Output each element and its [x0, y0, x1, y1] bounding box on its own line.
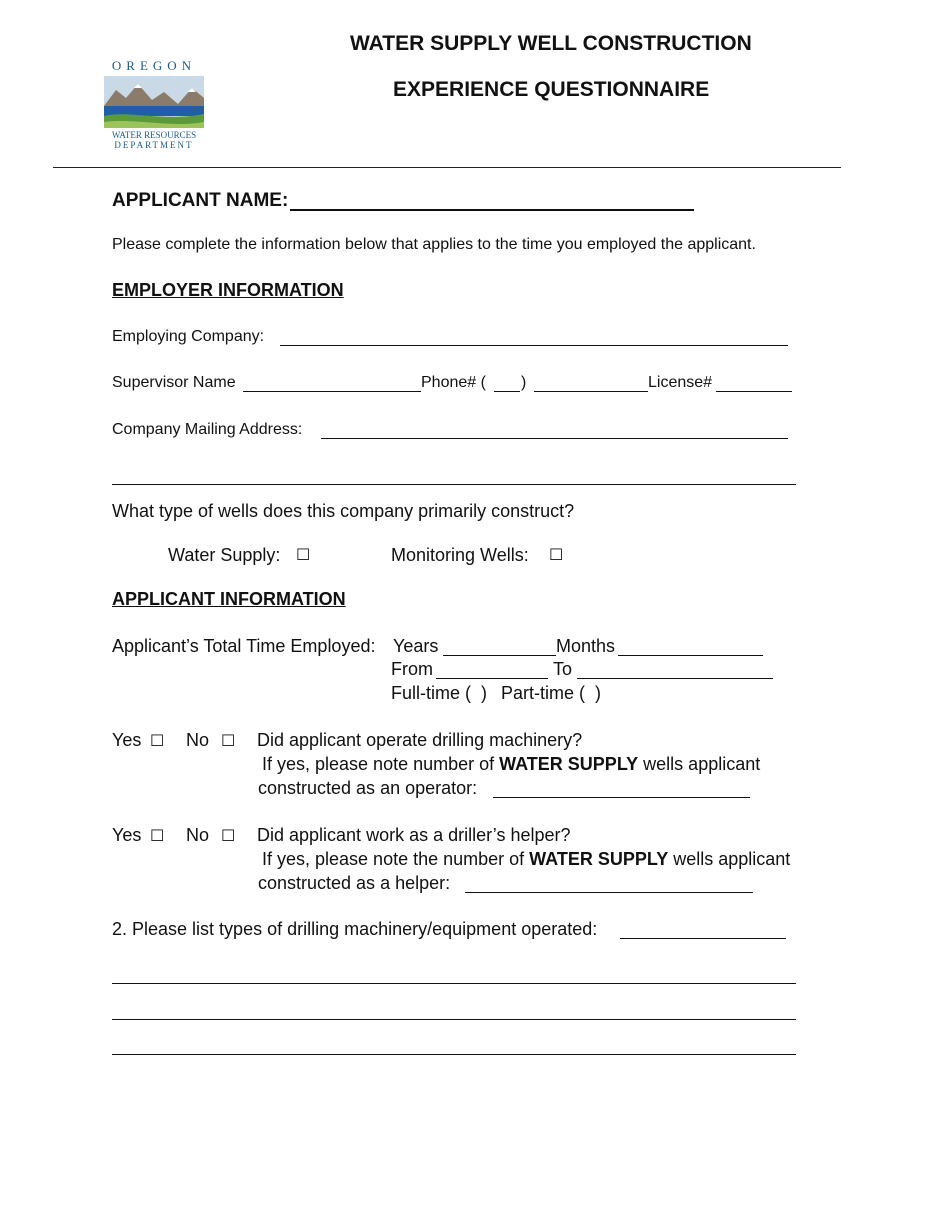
- machinery-field-line1[interactable]: [620, 938, 786, 939]
- q1-followup-prefix: If yes, please note number of: [262, 754, 500, 774]
- q1-question: Did applicant operate drilling machinery?: [257, 730, 583, 750]
- mailing-address-label: Company Mailing Address:: [112, 421, 303, 438]
- applicant-information-heading: APPLICANT INFORMATION: [112, 589, 346, 609]
- q1-followup: [262, 754, 760, 775]
- phone-label: Phone# (: [421, 374, 486, 391]
- logo-water-resources-text: WATER RESOURCES: [111, 130, 197, 140]
- q1-followup-line2: constructed as an operator:: [258, 778, 478, 798]
- supervisor-name-label: Supervisor Name: [112, 374, 236, 391]
- years-label: Years: [393, 636, 439, 656]
- years-field[interactable]: [443, 655, 556, 656]
- phone-close-paren: ): [521, 374, 527, 391]
- q2-helper-count-field[interactable]: [465, 892, 753, 893]
- machinery-field-line2[interactable]: [112, 983, 796, 984]
- total-time-label: Applicant’s Total Time Employed:: [112, 636, 376, 656]
- employing-company-label: Employing Company:: [112, 328, 265, 345]
- months-field[interactable]: [618, 655, 763, 656]
- phone-number-field[interactable]: [534, 391, 648, 392]
- q2-yes-checkbox[interactable]: ☐: [150, 826, 165, 845]
- q2-followup: [262, 849, 790, 870]
- instructions-text: Please complete the information below that applies to the time you employed the applicant.: [112, 236, 756, 253]
- q2-no-label: No: [186, 825, 210, 845]
- months-label: Months: [556, 636, 616, 656]
- q1-followup-suffix: wells applicant: [638, 754, 761, 774]
- to-label: To: [553, 659, 573, 679]
- part-time-option[interactable]: Part-time ( ): [501, 683, 602, 703]
- wells-type-question: What type of wells does this company primarily construct?: [112, 501, 575, 521]
- license-label: License#: [648, 374, 713, 391]
- from-label: From: [391, 659, 433, 679]
- q1-no-checkbox[interactable]: ☐: [221, 731, 236, 750]
- q2-followup-suffix: wells applicant: [668, 849, 791, 869]
- license-field[interactable]: [716, 391, 792, 392]
- applicant-name-label: APPLICANT NAME:: [112, 190, 289, 211]
- machinery-field-line3[interactable]: [112, 1019, 796, 1020]
- q2-no-checkbox[interactable]: ☐: [221, 826, 236, 845]
- q2-followup-bold: WATER SUPPLY: [529, 849, 669, 869]
- q1-yes-checkbox[interactable]: ☐: [150, 731, 165, 750]
- employer-information-heading: EMPLOYER INFORMATION: [112, 280, 344, 300]
- from-field[interactable]: [436, 678, 548, 679]
- full-time-option[interactable]: Full-time ( ): [391, 683, 487, 703]
- document-title-line2: EXPERIENCE QUESTIONNAIRE: [393, 78, 710, 101]
- employing-company-field[interactable]: [280, 345, 788, 346]
- logo-landscape-image: [104, 76, 204, 128]
- monitoring-wells-label: Monitoring Wells:: [391, 545, 529, 565]
- logo-oregon-text: OREGON: [111, 58, 197, 73]
- q1-operator-count-field[interactable]: [493, 797, 750, 798]
- water-supply-checkbox[interactable]: ☐: [296, 545, 311, 564]
- q1-no-label: No: [186, 730, 210, 750]
- logo-department-text: DEPARTMENT: [114, 140, 194, 150]
- machinery-field-line4[interactable]: [112, 1054, 796, 1055]
- monitoring-wells-checkbox[interactable]: ☐: [549, 545, 564, 564]
- phone-area-code-field[interactable]: [494, 391, 520, 392]
- mailing-address-field-line2[interactable]: [112, 484, 796, 485]
- to-field[interactable]: [577, 678, 773, 679]
- water-supply-label: Water Supply:: [168, 545, 281, 565]
- q2-question: Did applicant work as a driller’s helper?: [257, 825, 571, 845]
- mailing-address-field[interactable]: [321, 438, 788, 439]
- applicant-name-field[interactable]: [290, 209, 694, 211]
- header-divider: [53, 167, 841, 168]
- machinery-question: 2. Please list types of drilling machinery/equipment operated:: [112, 919, 598, 939]
- q1-yes-label: Yes: [112, 730, 142, 750]
- q2-yes-label: Yes: [112, 825, 142, 845]
- supervisor-name-field[interactable]: [243, 391, 421, 392]
- q1-followup-bold: WATER SUPPLY: [499, 754, 639, 774]
- q2-followup-line2: constructed as a helper:: [258, 873, 451, 893]
- owrd-logo: [104, 58, 204, 150]
- q2-followup-prefix: If yes, please note the number of: [262, 849, 530, 869]
- document-title-line1: WATER SUPPLY WELL CONSTRUCTION: [350, 32, 752, 55]
